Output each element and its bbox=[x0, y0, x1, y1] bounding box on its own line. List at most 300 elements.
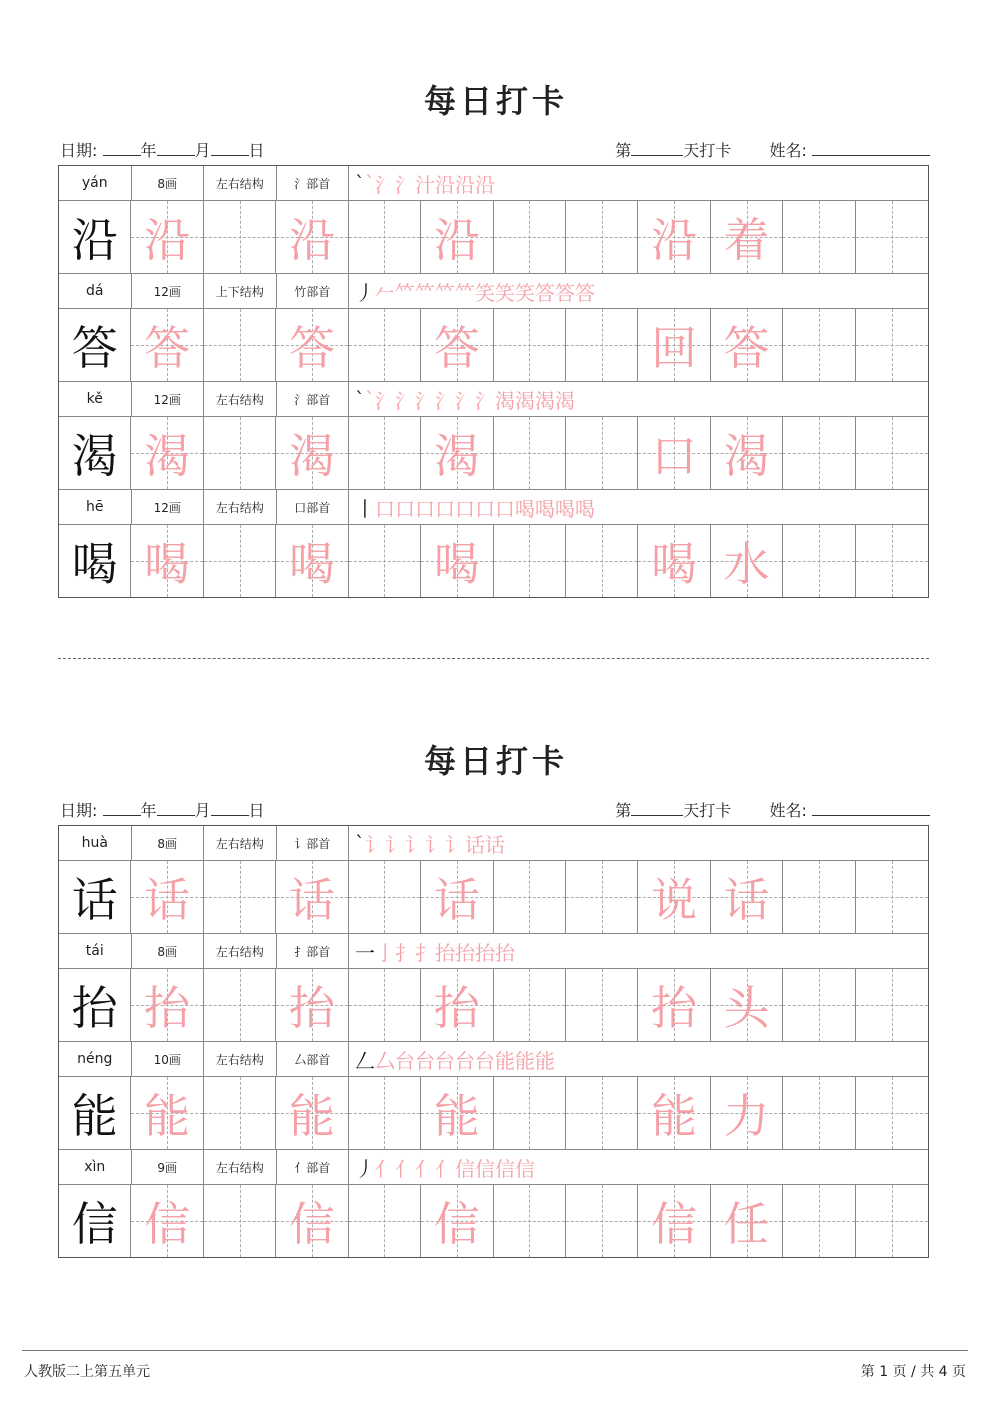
writing-box[interactable] bbox=[349, 525, 421, 597]
writing-box[interactable] bbox=[421, 201, 493, 273]
pinyin: néng bbox=[59, 1042, 132, 1076]
model-character bbox=[59, 969, 131, 1041]
pinyin: huà bbox=[59, 826, 132, 860]
writing-box[interactable] bbox=[711, 309, 783, 381]
writing-box[interactable] bbox=[131, 309, 203, 381]
trace-glyph: 信 bbox=[433, 1197, 480, 1251]
writing-box[interactable] bbox=[566, 309, 638, 381]
stroke-step: 丿 bbox=[355, 1156, 375, 1181]
stroke-step: 信 bbox=[515, 1156, 535, 1181]
structure: 左右结构 bbox=[204, 934, 277, 968]
writing-box[interactable] bbox=[131, 969, 203, 1041]
char-info-row bbox=[59, 826, 928, 861]
writing-box[interactable] bbox=[131, 1185, 203, 1257]
char-info-row bbox=[59, 490, 928, 525]
month-blank[interactable] bbox=[157, 801, 195, 816]
model-glyph: 信 bbox=[71, 1197, 118, 1251]
trace-glyph: 答 bbox=[144, 321, 191, 375]
stroke-step: 信 bbox=[495, 1156, 515, 1181]
stroke-order bbox=[349, 1042, 928, 1076]
structure: 左右结构 bbox=[204, 382, 277, 416]
writing-box[interactable] bbox=[349, 417, 421, 489]
char-practice-row bbox=[59, 525, 928, 597]
pinyin: kě bbox=[59, 382, 132, 416]
stroke-step: 亻 bbox=[415, 1156, 435, 1181]
char-info-row bbox=[59, 166, 928, 201]
writing-box[interactable] bbox=[349, 201, 421, 273]
writing-box[interactable] bbox=[638, 969, 710, 1041]
stroke-step: 氵 bbox=[475, 388, 495, 413]
pinyin: tái bbox=[59, 934, 132, 968]
writing-box[interactable] bbox=[204, 861, 276, 933]
char-practice-row bbox=[59, 309, 928, 382]
writing-box[interactable] bbox=[783, 1077, 855, 1149]
writing-box[interactable] bbox=[856, 309, 928, 381]
stroke-step: 信 bbox=[455, 1156, 475, 1181]
model-glyph: 能 bbox=[71, 1089, 118, 1143]
stroke-step: 口 bbox=[435, 496, 455, 521]
stroke-step: 答 bbox=[535, 280, 555, 305]
stroke-step: 氵 bbox=[415, 388, 435, 413]
day-label: 日 bbox=[248, 801, 265, 820]
writing-box[interactable] bbox=[494, 525, 566, 597]
stroke-count: 8画 bbox=[132, 934, 205, 968]
writing-box[interactable] bbox=[276, 969, 348, 1041]
stroke-step: 口 bbox=[375, 496, 395, 521]
pinyin: yán bbox=[59, 166, 132, 200]
char-practice-row bbox=[59, 1077, 928, 1150]
writing-box[interactable] bbox=[131, 1077, 203, 1149]
writing-box[interactable] bbox=[494, 969, 566, 1041]
name-label: 姓名: bbox=[769, 801, 807, 820]
footer-edition: 人教版二上第五单元 bbox=[24, 1364, 150, 1380]
writing-box[interactable] bbox=[711, 201, 783, 273]
stroke-step: 喝 bbox=[515, 496, 535, 521]
writing-box[interactable] bbox=[421, 525, 493, 597]
writing-box[interactable] bbox=[204, 417, 276, 489]
writing-box[interactable] bbox=[856, 417, 928, 489]
writing-box[interactable] bbox=[131, 861, 203, 933]
stroke-step: 扌 bbox=[395, 940, 415, 965]
stroke-step: 话 bbox=[465, 832, 485, 857]
stroke-step: 台 bbox=[475, 1048, 495, 1073]
trace-glyph: 答 bbox=[723, 321, 770, 375]
char-practice-row bbox=[59, 861, 928, 934]
footer-page-number: 第 1 页 / 共 4 页 bbox=[860, 1364, 966, 1380]
stroke-count: 12画 bbox=[132, 490, 205, 524]
stroke-step: 渴 bbox=[555, 388, 575, 413]
day-count-prefix: 第 bbox=[615, 801, 632, 820]
stroke-step: 能 bbox=[495, 1048, 515, 1073]
writing-box[interactable] bbox=[711, 861, 783, 933]
model-glyph: 抬 bbox=[71, 981, 118, 1035]
writing-box[interactable] bbox=[421, 417, 493, 489]
model-character bbox=[59, 417, 131, 489]
radical: 讠部首 bbox=[277, 826, 350, 860]
writing-box[interactable] bbox=[711, 417, 783, 489]
writing-box[interactable] bbox=[711, 1077, 783, 1149]
stroke-step: 氵 bbox=[435, 388, 455, 413]
writing-box[interactable] bbox=[566, 525, 638, 597]
stroke-step: 沿 bbox=[435, 172, 455, 197]
trace-glyph: 水 bbox=[723, 537, 770, 591]
char-practice-row bbox=[59, 201, 928, 274]
model-character bbox=[59, 309, 131, 381]
meta-line bbox=[60, 138, 930, 162]
stroke-step: 𠃋 bbox=[355, 1048, 375, 1073]
structure: 左右结构 bbox=[204, 166, 277, 200]
stroke-step: 亅 bbox=[375, 940, 395, 965]
writing-box[interactable] bbox=[204, 525, 276, 597]
trace-glyph: 话 bbox=[288, 873, 335, 927]
day-count-suffix: 天打卡 bbox=[683, 141, 732, 160]
trace-glyph: 任 bbox=[723, 1197, 770, 1251]
trace-glyph: 话 bbox=[723, 873, 770, 927]
name-label: 姓名: bbox=[769, 141, 807, 160]
writing-box[interactable] bbox=[349, 969, 421, 1041]
trace-glyph: 口 bbox=[651, 429, 698, 483]
writing-box[interactable] bbox=[638, 861, 710, 933]
stroke-step: 沿 bbox=[455, 172, 475, 197]
writing-box[interactable] bbox=[131, 525, 203, 597]
stroke-step: 口 bbox=[455, 496, 475, 521]
writing-box[interactable] bbox=[204, 969, 276, 1041]
stroke-step: 𠂉 bbox=[375, 280, 395, 305]
writing-box[interactable] bbox=[276, 861, 348, 933]
stroke-step: 笑 bbox=[475, 280, 495, 305]
practice-grid bbox=[58, 165, 929, 598]
trace-glyph: 抬 bbox=[651, 981, 698, 1035]
writing-box[interactable] bbox=[494, 417, 566, 489]
writing-box[interactable] bbox=[783, 309, 855, 381]
writing-box[interactable] bbox=[783, 417, 855, 489]
year-blank[interactable] bbox=[103, 141, 141, 156]
stroke-step: 𥫗 bbox=[395, 280, 415, 305]
structure: 左右结构 bbox=[204, 490, 277, 524]
year-label: 年 bbox=[140, 141, 157, 160]
writing-box[interactable] bbox=[349, 861, 421, 933]
stroke-step: 渴 bbox=[515, 388, 535, 413]
model-character bbox=[59, 201, 131, 273]
writing-box[interactable] bbox=[711, 1185, 783, 1257]
stroke-step: 口 bbox=[475, 496, 495, 521]
trace-glyph: 信 bbox=[651, 1197, 698, 1251]
writing-box[interactable] bbox=[638, 417, 710, 489]
stroke-step: 厶 bbox=[375, 1048, 395, 1073]
writing-box[interactable] bbox=[566, 1185, 638, 1257]
cut-divider bbox=[58, 658, 929, 659]
writing-box[interactable] bbox=[638, 525, 710, 597]
trace-glyph: 头 bbox=[723, 981, 770, 1035]
writing-box[interactable] bbox=[783, 525, 855, 597]
stroke-step: 氵 bbox=[375, 388, 395, 413]
name-blank[interactable] bbox=[812, 801, 930, 816]
pinyin: dá bbox=[59, 274, 132, 308]
trace-glyph: 沿 bbox=[433, 213, 480, 267]
trace-glyph: 喝 bbox=[144, 537, 191, 591]
writing-box[interactable] bbox=[783, 861, 855, 933]
writing-box[interactable] bbox=[204, 1077, 276, 1149]
stroke-step: 氵 bbox=[455, 388, 475, 413]
stroke-order bbox=[349, 274, 928, 308]
stroke-count: 9画 bbox=[132, 1150, 205, 1184]
writing-box[interactable] bbox=[276, 525, 348, 597]
writing-box[interactable] bbox=[421, 1077, 493, 1149]
stroke-step: ` bbox=[365, 171, 375, 195]
char-info-row bbox=[59, 1150, 928, 1185]
writing-box[interactable] bbox=[783, 201, 855, 273]
stroke-step: 丿 bbox=[355, 280, 375, 305]
stroke-step: ` bbox=[355, 171, 365, 195]
stroke-count: 8画 bbox=[132, 166, 205, 200]
stroke-step: 笑 bbox=[495, 280, 515, 305]
char-info-row bbox=[59, 382, 928, 417]
stroke-step: 信 bbox=[475, 1156, 495, 1181]
stroke-step: 沿 bbox=[475, 172, 495, 197]
day-label: 日 bbox=[248, 141, 265, 160]
stroke-order bbox=[349, 490, 928, 524]
stroke-step: 一 bbox=[355, 940, 375, 965]
writing-box[interactable] bbox=[276, 1077, 348, 1149]
writing-box[interactable] bbox=[566, 1077, 638, 1149]
stroke-step: ` bbox=[355, 831, 365, 855]
writing-box[interactable] bbox=[349, 309, 421, 381]
model-glyph: 沿 bbox=[71, 213, 118, 267]
trace-glyph: 说 bbox=[651, 873, 698, 927]
stroke-count: 12画 bbox=[132, 382, 205, 416]
trace-glyph: 喝 bbox=[651, 537, 698, 591]
writing-box[interactable] bbox=[711, 525, 783, 597]
month-blank[interactable] bbox=[157, 141, 195, 156]
writing-box[interactable] bbox=[638, 1185, 710, 1257]
day-blank[interactable] bbox=[211, 801, 249, 816]
writing-box[interactable] bbox=[421, 1185, 493, 1257]
page-title: 每日打卡 bbox=[423, 742, 568, 780]
stroke-step: 喝 bbox=[535, 496, 555, 521]
model-glyph: 喝 bbox=[71, 537, 118, 591]
radical: 厶部首 bbox=[277, 1042, 350, 1076]
stroke-count: 12画 bbox=[132, 274, 205, 308]
stroke-step: 讠 bbox=[385, 832, 405, 857]
model-character bbox=[59, 1185, 131, 1257]
writing-box[interactable] bbox=[494, 309, 566, 381]
stroke-step: 讠 bbox=[445, 832, 465, 857]
month-label: 月 bbox=[194, 801, 211, 820]
writing-box[interactable] bbox=[131, 201, 203, 273]
day-count-suffix: 天打卡 bbox=[683, 801, 732, 820]
writing-box[interactable] bbox=[856, 525, 928, 597]
trace-glyph: 能 bbox=[651, 1089, 698, 1143]
stroke-step: 台 bbox=[455, 1048, 475, 1073]
stroke-step: 喝 bbox=[555, 496, 575, 521]
writing-box[interactable] bbox=[276, 309, 348, 381]
writing-box[interactable] bbox=[421, 861, 493, 933]
writing-box[interactable] bbox=[856, 201, 928, 273]
day-blank[interactable] bbox=[211, 141, 249, 156]
stroke-step: ` bbox=[355, 387, 365, 411]
stroke-step: 台 bbox=[415, 1048, 435, 1073]
writing-box[interactable] bbox=[566, 417, 638, 489]
trace-glyph: 话 bbox=[433, 873, 480, 927]
writing-box[interactable] bbox=[783, 1185, 855, 1257]
writing-box[interactable] bbox=[783, 969, 855, 1041]
stroke-order bbox=[349, 826, 928, 860]
stroke-step: 亻 bbox=[435, 1156, 455, 1181]
stroke-step: 台 bbox=[435, 1048, 455, 1073]
trace-glyph: 信 bbox=[144, 1197, 191, 1251]
writing-box[interactable] bbox=[711, 969, 783, 1041]
writing-box[interactable] bbox=[638, 1077, 710, 1149]
day-count-blank[interactable] bbox=[631, 801, 683, 816]
writing-box[interactable] bbox=[494, 201, 566, 273]
stroke-step: 抬 bbox=[435, 940, 455, 965]
writing-box[interactable] bbox=[204, 201, 276, 273]
stroke-step: 讠 bbox=[405, 832, 425, 857]
stroke-step: 丨 bbox=[355, 496, 375, 521]
char-info-row bbox=[59, 274, 928, 309]
writing-box[interactable] bbox=[349, 1077, 421, 1149]
structure: 左右结构 bbox=[204, 1150, 277, 1184]
writing-box[interactable] bbox=[421, 309, 493, 381]
stroke-step: 抬 bbox=[495, 940, 515, 965]
stroke-step: 渴 bbox=[535, 388, 555, 413]
stroke-step: 话 bbox=[485, 832, 505, 857]
trace-glyph: 沿 bbox=[288, 213, 335, 267]
meta-line bbox=[60, 798, 930, 822]
stroke-step: 亻 bbox=[395, 1156, 415, 1181]
practice-grid bbox=[58, 825, 929, 1258]
model-character bbox=[59, 525, 131, 597]
stroke-step: 𥫗 bbox=[415, 280, 435, 305]
page-title: 每日打卡 bbox=[423, 82, 568, 120]
trace-glyph: 答 bbox=[288, 321, 335, 375]
trace-glyph: 能 bbox=[144, 1089, 191, 1143]
footer-rule bbox=[22, 1350, 968, 1351]
writing-box[interactable] bbox=[856, 861, 928, 933]
stroke-order bbox=[349, 166, 928, 200]
pinyin: hē bbox=[59, 490, 132, 524]
stroke-step: 汁 bbox=[415, 172, 435, 197]
trace-glyph: 能 bbox=[433, 1089, 480, 1143]
trace-glyph: 着 bbox=[723, 213, 770, 267]
radical: 氵部首 bbox=[277, 382, 350, 416]
writing-box[interactable] bbox=[276, 417, 348, 489]
writing-box[interactable] bbox=[566, 861, 638, 933]
char-practice-row bbox=[59, 969, 928, 1042]
stroke-step: 口 bbox=[395, 496, 415, 521]
model-glyph: 话 bbox=[71, 873, 118, 927]
stroke-step: 𥫗 bbox=[455, 280, 475, 305]
writing-box[interactable] bbox=[856, 969, 928, 1041]
trace-glyph: 抬 bbox=[144, 981, 191, 1035]
structure: 左右结构 bbox=[204, 826, 277, 860]
writing-box[interactable] bbox=[276, 1185, 348, 1257]
trace-glyph: 话 bbox=[144, 873, 191, 927]
stroke-step: 答 bbox=[575, 280, 595, 305]
stroke-step: 答 bbox=[555, 280, 575, 305]
structure: 上下结构 bbox=[204, 274, 277, 308]
writing-box[interactable] bbox=[349, 1185, 421, 1257]
stroke-step: ` bbox=[365, 387, 375, 411]
writing-box[interactable] bbox=[638, 201, 710, 273]
structure: 左右结构 bbox=[204, 1042, 277, 1076]
stroke-step: 能 bbox=[515, 1048, 535, 1073]
stroke-step: 口 bbox=[415, 496, 435, 521]
year-blank[interactable] bbox=[103, 801, 141, 816]
radical: 竹部首 bbox=[277, 274, 350, 308]
day-count-blank[interactable] bbox=[631, 141, 683, 156]
writing-box[interactable] bbox=[856, 1077, 928, 1149]
char-info-row bbox=[59, 934, 928, 969]
char-info-row bbox=[59, 1042, 928, 1077]
trace-glyph: 渴 bbox=[723, 429, 770, 483]
trace-glyph: 答 bbox=[433, 321, 480, 375]
trace-glyph: 喝 bbox=[288, 537, 335, 591]
stroke-step: 氵 bbox=[375, 172, 395, 197]
year-label: 年 bbox=[140, 801, 157, 820]
trace-glyph: 渴 bbox=[433, 429, 480, 483]
day-count-prefix: 第 bbox=[615, 141, 632, 160]
stroke-step: 讠 bbox=[365, 832, 385, 857]
model-glyph: 渴 bbox=[71, 429, 118, 483]
char-practice-row bbox=[59, 1185, 928, 1257]
writing-box[interactable] bbox=[494, 861, 566, 933]
writing-box[interactable] bbox=[856, 1185, 928, 1257]
writing-box[interactable] bbox=[204, 309, 276, 381]
writing-box[interactable] bbox=[131, 417, 203, 489]
trace-glyph: 沿 bbox=[144, 213, 191, 267]
trace-glyph: 能 bbox=[288, 1089, 335, 1143]
trace-glyph: 抬 bbox=[433, 981, 480, 1035]
trace-glyph: 力 bbox=[723, 1089, 770, 1143]
trace-glyph: 渴 bbox=[144, 429, 191, 483]
writing-box[interactable] bbox=[566, 969, 638, 1041]
trace-glyph: 信 bbox=[288, 1197, 335, 1251]
stroke-order bbox=[349, 382, 928, 416]
writing-box[interactable] bbox=[638, 309, 710, 381]
writing-box[interactable] bbox=[494, 1185, 566, 1257]
stroke-step: 𥫗 bbox=[435, 280, 455, 305]
writing-box[interactable] bbox=[421, 969, 493, 1041]
stroke-step: 笑 bbox=[515, 280, 535, 305]
date-label: 日期: bbox=[60, 801, 98, 820]
writing-box[interactable] bbox=[204, 1185, 276, 1257]
radical: 扌部首 bbox=[277, 934, 350, 968]
stroke-order bbox=[349, 934, 928, 968]
trace-glyph: 沿 bbox=[651, 213, 698, 267]
name-blank[interactable] bbox=[812, 141, 930, 156]
char-practice-row bbox=[59, 417, 928, 490]
radical: 口部首 bbox=[277, 490, 350, 524]
writing-box[interactable] bbox=[566, 201, 638, 273]
pinyin: xìn bbox=[59, 1150, 132, 1184]
radical: 亻部首 bbox=[277, 1150, 350, 1184]
writing-box[interactable] bbox=[276, 201, 348, 273]
trace-glyph: 抬 bbox=[288, 981, 335, 1035]
stroke-step: 能 bbox=[535, 1048, 555, 1073]
model-character bbox=[59, 1077, 131, 1149]
date-label: 日期: bbox=[60, 141, 98, 160]
radical: 氵部首 bbox=[277, 166, 350, 200]
stroke-step: 亻 bbox=[375, 1156, 395, 1181]
stroke-step: 口 bbox=[495, 496, 515, 521]
month-label: 月 bbox=[194, 141, 211, 160]
stroke-order bbox=[349, 1150, 928, 1184]
stroke-step: 喝 bbox=[575, 496, 595, 521]
writing-box[interactable] bbox=[494, 1077, 566, 1149]
trace-glyph: 回 bbox=[651, 321, 698, 375]
stroke-count: 10画 bbox=[132, 1042, 205, 1076]
